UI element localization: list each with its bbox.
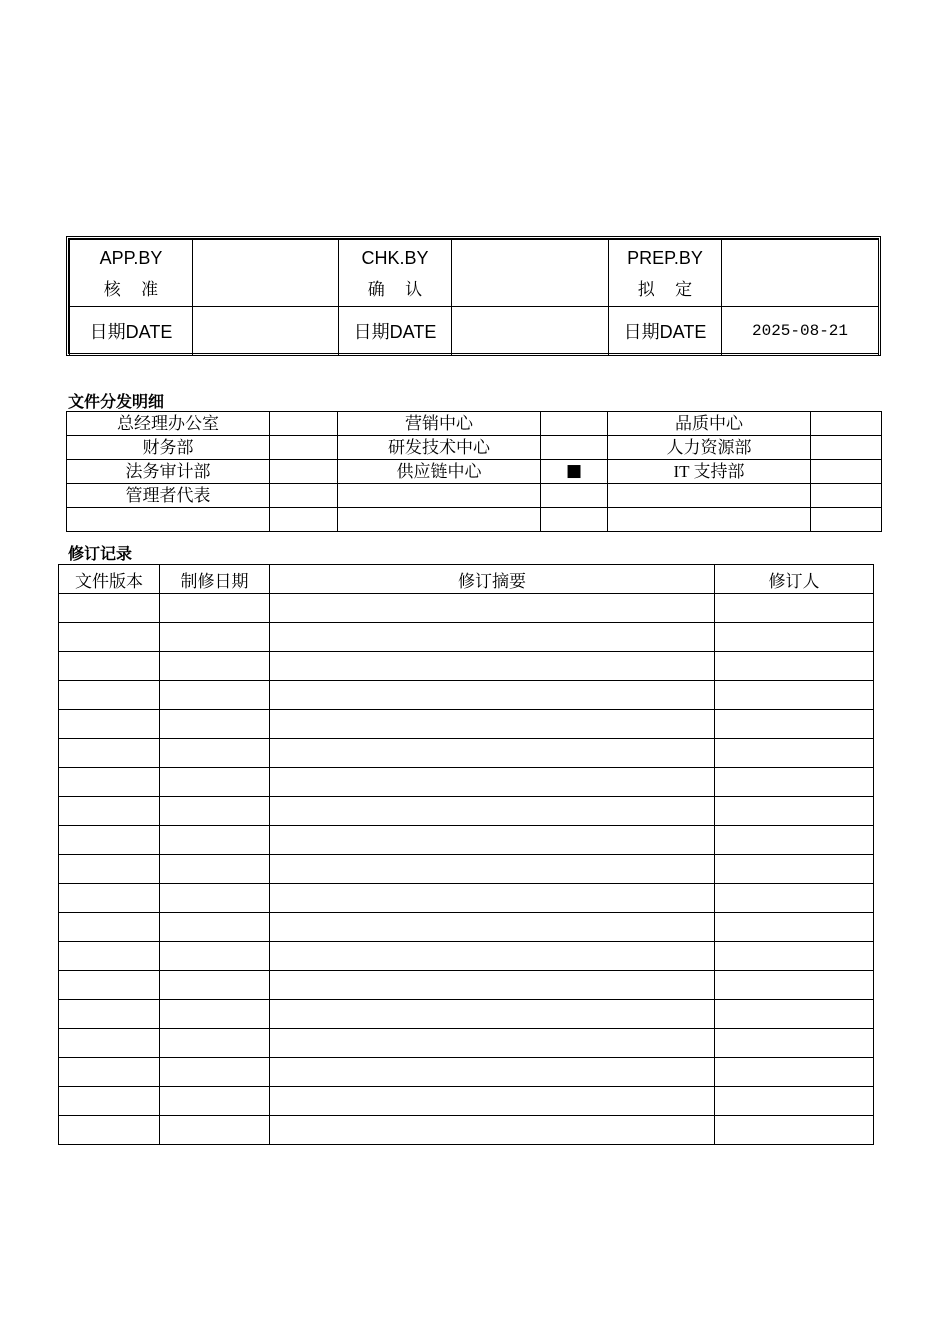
summary-cell[interactable]	[270, 681, 715, 710]
version-cell[interactable]	[59, 710, 160, 739]
date-cell[interactable]	[160, 1087, 270, 1116]
reviser-cell[interactable]	[715, 1087, 874, 1116]
dept-mark-cell[interactable]	[270, 508, 338, 532]
reviser-cell[interactable]	[715, 652, 874, 681]
revision-row	[59, 1087, 874, 1116]
date-cell[interactable]	[160, 855, 270, 884]
summary-cell[interactable]	[270, 1058, 715, 1087]
prepared-date-field[interactable]: 2025-08-21	[722, 307, 879, 356]
version-cell[interactable]	[59, 971, 160, 1000]
dept-name	[338, 484, 541, 508]
dept-name: 人力资源部	[608, 436, 811, 460]
dept-mark-cell[interactable]	[270, 460, 338, 484]
reviser-cell[interactable]	[715, 1000, 874, 1029]
version-cell[interactable]	[59, 1000, 160, 1029]
dept-name	[338, 508, 541, 532]
date-cell[interactable]	[160, 942, 270, 971]
prepared-by-field[interactable]	[722, 240, 879, 307]
revision-header-row	[59, 565, 874, 594]
summary-cell[interactable]	[270, 594, 715, 623]
version-cell[interactable]	[59, 884, 160, 913]
dept-mark-cell[interactable]: ■	[541, 460, 608, 484]
revision-row	[59, 971, 874, 1000]
reviser-cell[interactable]	[715, 971, 874, 1000]
reviser-cell[interactable]	[715, 797, 874, 826]
date-cell[interactable]	[160, 594, 270, 623]
dept-name: 总经理办公室	[67, 412, 270, 436]
approved-date-label	[70, 307, 193, 356]
version-cell[interactable]	[59, 768, 160, 797]
approved-by-cn: 核准	[103, 279, 179, 299]
distribution-row	[67, 508, 882, 532]
distribution-row	[67, 412, 882, 436]
reviser-cell[interactable]	[715, 739, 874, 768]
date-label-cn: 日期	[623, 322, 660, 342]
reviser-cell[interactable]	[715, 1058, 874, 1087]
reviser-cell[interactable]	[715, 1029, 874, 1058]
date-cell[interactable]	[160, 913, 270, 942]
date-cell[interactable]	[160, 681, 270, 710]
date-label-cn: 日期	[89, 322, 126, 342]
reviser-cell[interactable]	[715, 884, 874, 913]
reviser-cell[interactable]	[715, 594, 874, 623]
version-cell[interactable]	[59, 913, 160, 942]
prepared-by-en: PREP.BY	[627, 247, 703, 268]
date-label-cn: 日期	[353, 322, 390, 342]
version-cell[interactable]	[59, 1058, 160, 1087]
revision-row	[59, 913, 874, 942]
summary-cell[interactable]	[270, 797, 715, 826]
summary-cell[interactable]	[270, 942, 715, 971]
checked-by-en: CHK.BY	[361, 247, 429, 268]
summary-cell[interactable]	[270, 826, 715, 855]
revision-row	[59, 797, 874, 826]
version-cell[interactable]	[59, 623, 160, 652]
checked-date-field[interactable]	[452, 307, 609, 356]
approved-date-field[interactable]	[193, 307, 339, 356]
version-cell[interactable]	[59, 652, 160, 681]
revision-row	[59, 623, 874, 652]
reviser-cell[interactable]	[715, 826, 874, 855]
version-cell[interactable]	[59, 739, 160, 768]
reviser-cell[interactable]	[715, 913, 874, 942]
date-cell[interactable]	[160, 623, 270, 652]
revision-row	[59, 739, 874, 768]
revision-row	[59, 855, 874, 884]
date-cell[interactable]	[160, 826, 270, 855]
reviser-cell[interactable]	[715, 855, 874, 884]
checked-by-cn: 确认	[367, 279, 443, 299]
summary-cell[interactable]	[270, 1029, 715, 1058]
checked-date-label	[339, 307, 452, 356]
date-cell[interactable]	[160, 971, 270, 1000]
distribution-row	[67, 484, 882, 508]
version-cell[interactable]	[59, 1087, 160, 1116]
dept-name: 供应链中心	[338, 460, 541, 484]
dept-mark-cell[interactable]	[541, 484, 608, 508]
distribution-title: 文件分发明细	[68, 392, 165, 411]
dept-mark-cell[interactable]	[270, 484, 338, 508]
dept-mark-cell[interactable]	[811, 412, 882, 436]
dept-mark-cell[interactable]	[270, 436, 338, 460]
dept-name: IT 支持部	[608, 460, 811, 484]
dept-mark-cell[interactable]	[541, 508, 608, 532]
summary-cell[interactable]	[270, 710, 715, 739]
date-label-en: DATE	[125, 322, 173, 342]
distribution-table	[66, 411, 882, 532]
date-cell[interactable]	[160, 1000, 270, 1029]
prepared-date-label	[609, 307, 722, 356]
revision-row	[59, 884, 874, 913]
dept-mark-cell[interactable]	[811, 460, 882, 484]
dept-mark-cell[interactable]	[541, 436, 608, 460]
date-cell[interactable]	[160, 710, 270, 739]
distribution-row	[67, 460, 882, 484]
summary-cell[interactable]	[270, 1116, 715, 1145]
dept-mark-cell[interactable]	[811, 436, 882, 460]
version-cell[interactable]	[59, 942, 160, 971]
revision-row	[59, 942, 874, 971]
summary-cell[interactable]	[270, 1087, 715, 1116]
approved-by-en: APP.BY	[99, 247, 163, 268]
revision-table	[58, 564, 874, 1145]
summary-cell[interactable]	[270, 768, 715, 797]
dept-name: 法务审计部	[67, 460, 270, 484]
revision-row	[59, 652, 874, 681]
reviser-cell[interactable]	[715, 1116, 874, 1145]
revision-row	[59, 1058, 874, 1087]
approval-table	[66, 236, 881, 356]
revision-row	[59, 710, 874, 739]
summary-cell[interactable]	[270, 855, 715, 884]
distribution-row	[67, 436, 882, 460]
date-cell[interactable]	[160, 1116, 270, 1145]
dept-name: 财务部	[67, 436, 270, 460]
summary-cell[interactable]	[270, 739, 715, 768]
version-cell[interactable]	[59, 1029, 160, 1058]
approved-by-field[interactable]	[193, 240, 339, 307]
revision-row	[59, 594, 874, 623]
date-cell[interactable]	[160, 797, 270, 826]
reviser-cell[interactable]	[715, 768, 874, 797]
dept-name: 管理者代表	[67, 484, 270, 508]
col-header-date: 制修日期	[160, 565, 270, 594]
dept-name	[608, 508, 811, 532]
prepared-by-label	[609, 240, 722, 307]
dept-mark-cell[interactable]	[270, 412, 338, 436]
summary-cell[interactable]	[270, 884, 715, 913]
version-cell[interactable]	[59, 594, 160, 623]
reviser-cell[interactable]	[715, 942, 874, 971]
version-cell[interactable]	[59, 826, 160, 855]
dept-name	[67, 508, 270, 532]
revision-row	[59, 681, 874, 710]
checked-by-field[interactable]	[452, 240, 609, 307]
revision-title: 修订记录	[68, 544, 133, 563]
revision-row	[59, 1116, 874, 1145]
summary-cell[interactable]	[270, 1000, 715, 1029]
col-header-version: 文件版本	[59, 565, 160, 594]
col-header-reviser: 修订人	[715, 565, 874, 594]
date-cell[interactable]	[160, 884, 270, 913]
revision-row	[59, 1000, 874, 1029]
reviser-cell[interactable]	[715, 710, 874, 739]
dept-name: 营销中心	[338, 412, 541, 436]
version-cell[interactable]	[59, 797, 160, 826]
dept-name	[608, 484, 811, 508]
date-label-en: DATE	[389, 322, 437, 342]
date-cell[interactable]	[160, 652, 270, 681]
dept-mark-cell[interactable]	[811, 508, 882, 532]
summary-cell[interactable]	[270, 623, 715, 652]
summary-cell[interactable]	[270, 913, 715, 942]
reviser-cell[interactable]	[715, 681, 874, 710]
revision-row	[59, 768, 874, 797]
revision-row	[59, 1029, 874, 1058]
dept-name: 品质中心	[608, 412, 811, 436]
dept-name: 研发技术中心	[338, 436, 541, 460]
summary-cell[interactable]	[270, 971, 715, 1000]
summary-cell[interactable]	[270, 652, 715, 681]
date-cell[interactable]	[160, 768, 270, 797]
dept-mark-cell[interactable]	[541, 412, 608, 436]
date-cell[interactable]	[160, 1058, 270, 1087]
date-cell[interactable]	[160, 739, 270, 768]
version-cell[interactable]	[59, 1116, 160, 1145]
checked-by-label	[339, 240, 452, 307]
col-header-summary: 修订摘要	[270, 565, 715, 594]
version-cell[interactable]	[59, 855, 160, 884]
date-label-en: DATE	[659, 322, 707, 342]
date-cell[interactable]	[160, 1029, 270, 1058]
dept-mark-cell[interactable]	[811, 484, 882, 508]
version-cell[interactable]	[59, 681, 160, 710]
reviser-cell[interactable]	[715, 623, 874, 652]
revision-row	[59, 826, 874, 855]
prepared-by-cn: 拟定	[637, 279, 713, 299]
approved-by-label	[70, 240, 193, 307]
